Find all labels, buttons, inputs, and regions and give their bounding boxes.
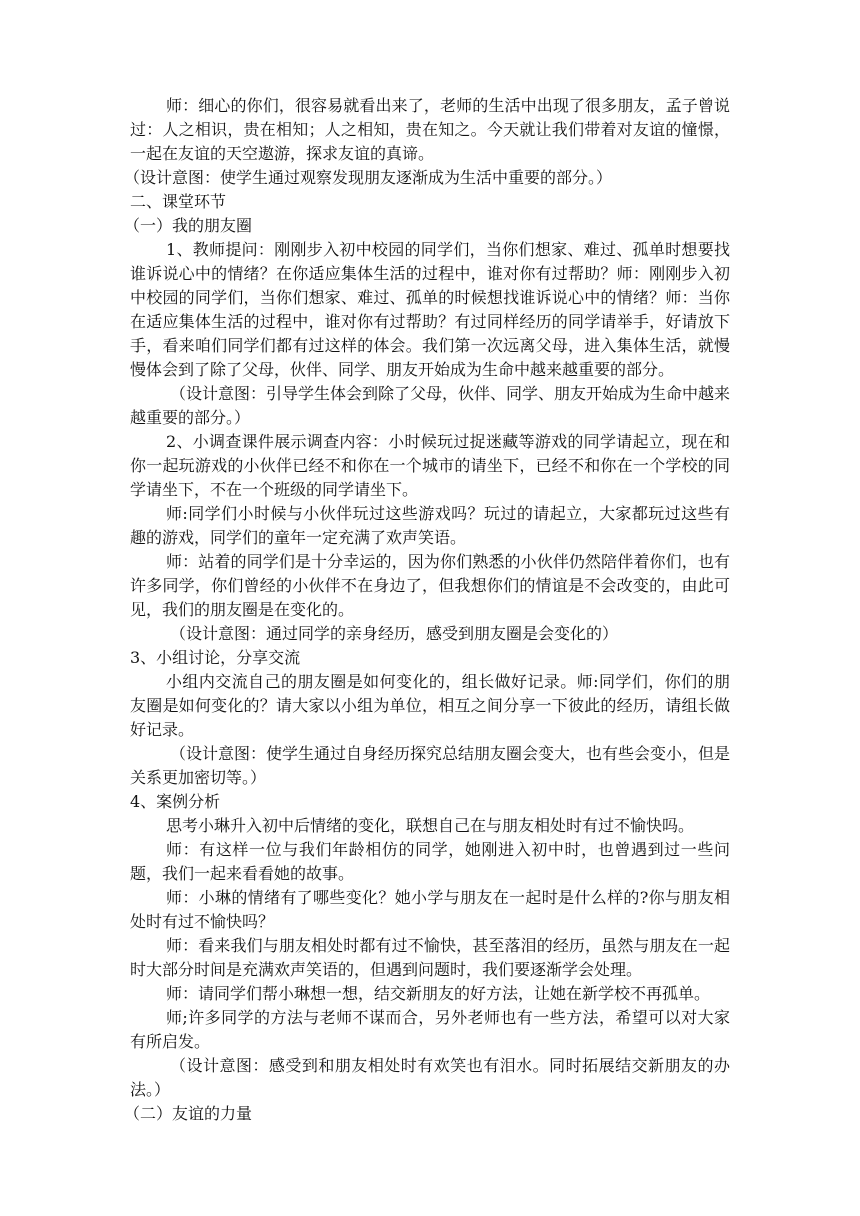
paragraph-design-intent-5: （设计意图：感受到和朋友相处时有欢笑也有泪水。同时拓展结交新朋友的办法。） <box>130 1056 730 1099</box>
paragraph-emotion-change: 师：小琳的情绪有了哪些变化？她小学与朋友在一起时是什么样的?你与朋友相处时有过不愉快吗？ <box>130 888 730 931</box>
paragraph-teacher-methods: 师;许多同学的方法与老师不谋而合，另外老师也有一些方法，希望可以对大家有所启发。 <box>130 1008 730 1051</box>
paragraph-teacher-intro: 师：细心的你们，很容易就看出来了，老师的生活中出现了很多朋友，孟子曾说过：人之相识，贵在相知；人之相知，贵在知之。今天就让我们带着对友谊的憧憬，一起在友谊的天空遨游，探求友谊的真谛。 <box>130 96 730 163</box>
paragraph-group-exchange: 小组内交流自己的朋友圈是如何变化的，组长做好记录。师:同学们，你们的朋友圈是如何变化的？请大家以小组为单位，相互之间分享一下彼此的经历，请组长做好记录。 <box>130 672 730 739</box>
paragraph-design-intent-4: （设计意图：使学生通过自身经历探究总结朋友圈会变大，也有些会变小，但是关系更加密切等。） <box>130 744 731 787</box>
paragraph-standing-students: 师：站着的同学们是十分幸运的，因为你们熟悉的小伙伴仍然陪伴着你们，也有许多同学，你们曾经的小伙伴不在身边了，但我想你们的情谊是不会改变的，由此可见，我们的朋友圈是在变化的。 <box>130 552 730 619</box>
paragraph-unpleasant-experience: 师：看来我们与朋友相处时都有过不愉快，甚至落泪的经历，虽然与朋友在一起时大部分时间是充满欢声笑语的，但遇到问题时，我们要逐渐学会处理。 <box>130 936 730 979</box>
paragraph-childhood-games: 师:同学们小时候与小伙伴玩过这些游戏吗？玩过的请起立，大家都玩过这些有趣的游戏，同学们的童年一定充满了欢声笑语。 <box>130 504 730 547</box>
paragraph-teacher-question: 1、教师提问：刚刚步入初中校园的同学们，当你们想家、难过、孤单时想要找谁诉说心中的情绪？在你适应集体生活的过程中，谁对你有过帮助？师：刚刚步入初中校园的同学们，当你们想家、难过、孤单的时候想找谁诉说心中的情绪？师：当你在适应集体生活的过程中，谁对你有过帮助？有过同样经历的同学请举手，好请放下手，看来咱们同学们都有过这样的体会。我们第一次远离父母，进入集体生活，就慢慢体会到了除了父母，伙伴、同学、朋友开始成为生命中越来越重要的部分。 <box>130 240 730 379</box>
heading-my-friend-circle: （一）我的朋友圈 <box>124 216 253 235</box>
paragraph-design-intent-1: （设计意图：使学生通过观察发现朋友逐渐成为生活中重要的部分。） <box>124 168 613 187</box>
heading-power-of-friendship: （二）友谊的力量 <box>124 1104 253 1123</box>
paragraph-design-intent-3: （设计意图：通过同学的亲身经历，感受到朋友圈是会变化的） <box>170 624 619 643</box>
heading-case-analysis: 4、案例分析 <box>130 792 221 811</box>
document-page <box>124 94 731 1126</box>
heading-group-discussion: 3、小组讨论，分享交流 <box>130 648 301 667</box>
paragraph-survey: 2、小调查课件展示调查内容：小时候玩过捉迷藏等游戏的同学请起立，现在和你一起玩游戏的小伙伴已经不和你在一个城市的请坐下，已经不和你在一个学校的同学请坐下，不在一个班级的同学请坐下。 <box>130 432 730 499</box>
heading-classroom-section: 二、课堂环节 <box>130 192 227 211</box>
paragraph-think-xiaolin: 思考小琳升入初中后情绪的变化，联想自己在与朋友相处时有过不愉快吗。 <box>166 816 695 835</box>
paragraph-help-xiaolin: 师：请同学们帮小琳想一想，结交新朋友的好方法，让她在新学校不再孤单。 <box>166 984 711 1003</box>
paragraph-design-intent-2: （设计意图：引导学生体会到除了父母，伙伴、同学、朋友开始成为生命中越来越重要的部分。） <box>130 384 731 427</box>
paragraph-similar-student: 师：有这样一位与我们年龄相仿的同学，她刚进入初中时，也曾遇到过一些问题，我们一起来看看她的故事。 <box>130 840 730 883</box>
